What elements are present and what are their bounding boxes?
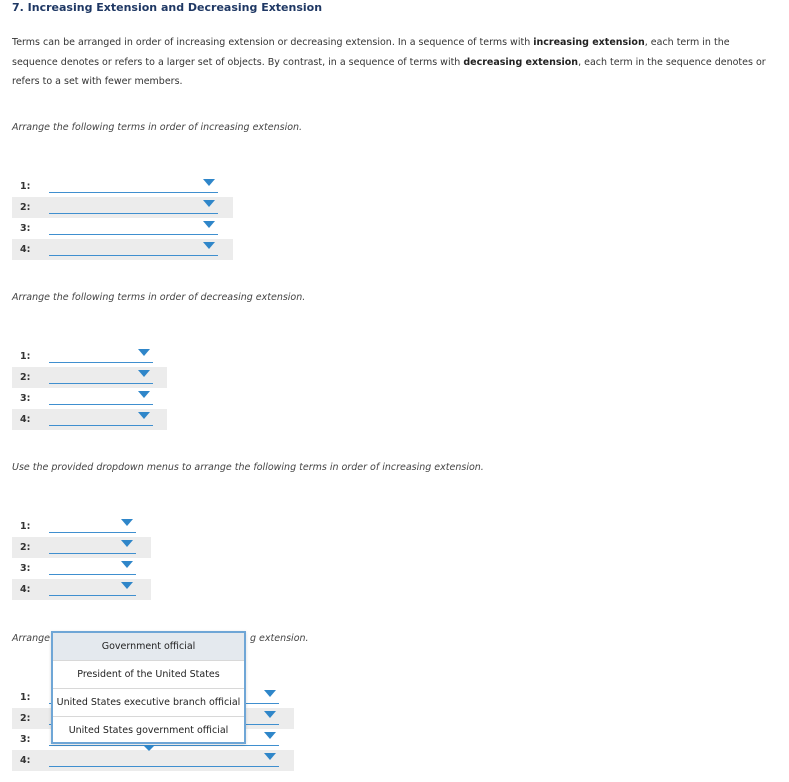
section-4-instruction-right: g extension.	[250, 633, 309, 644]
section-3-dropdown-1[interactable]	[49, 519, 136, 533]
row-number: 3:	[20, 734, 31, 745]
dropdown-option-3[interactable]: United States executive branch official	[53, 689, 244, 717]
intro-bold-decreasing: decreasing extension	[463, 56, 579, 68]
row-number: 2:	[20, 372, 31, 383]
section-2-dropdown-2[interactable]	[49, 370, 153, 384]
dropdown-arrow-icon	[138, 412, 150, 419]
section-3-instruction: Use the provided dropdown menus to arrange the following terms in order of increasing extension.	[12, 462, 484, 473]
intro-bold-increasing: increasing extension	[533, 37, 645, 48]
dropdown-option-1[interactable]: Government official	[53, 633, 244, 661]
dropdown-arrow-icon	[203, 221, 215, 228]
dropdown-arrow-icon	[203, 242, 215, 249]
dropdown-popup	[51, 631, 246, 744]
section-2-dropdown-4[interactable]	[49, 412, 153, 426]
section-2-dropdown-3[interactable]	[49, 391, 153, 405]
row-number: 1:	[20, 692, 31, 703]
intro-text-3: , each term in the sequence denotes or refers to a set with fewer members.	[12, 56, 766, 87]
row-number: 4:	[20, 414, 31, 425]
row-number: 3:	[20, 563, 31, 574]
row-number: 4:	[20, 244, 31, 255]
section-3-dropdown-2[interactable]	[49, 540, 136, 554]
row-number: 3:	[20, 393, 31, 404]
section-4-dropdown-4[interactable]	[49, 753, 279, 767]
section-1-dropdown-4[interactable]	[49, 242, 218, 256]
dropdown-arrow-icon	[121, 561, 133, 568]
row-number: 2:	[20, 202, 31, 213]
popup-caret-icon	[143, 745, 155, 751]
dropdown-arrow-icon	[138, 349, 150, 356]
intro-paragraph	[12, 33, 772, 92]
dropdown-arrow-icon	[264, 690, 276, 697]
dropdown-arrow-icon	[203, 179, 215, 186]
dropdown-arrow-icon	[138, 370, 150, 377]
section-1-dropdown-2[interactable]	[49, 200, 218, 214]
dropdown-option-2[interactable]: President of the United States	[53, 661, 244, 689]
intro-text-2: , each term in the sequence denotes or refers to a larger set of objects. By contrast, in a sequence of terms with	[12, 37, 730, 68]
row-number: 1:	[20, 521, 31, 532]
dropdown-arrow-icon	[203, 200, 215, 207]
section-3-dropdown-4[interactable]	[49, 582, 136, 596]
intro-text-1: Terms can be arranged in order of increasing extension or decreasing extension. In a sequence of terms with	[12, 37, 534, 48]
dropdown-arrow-icon	[121, 582, 133, 589]
section-3-dropdown-3[interactable]	[49, 561, 136, 575]
section-2-instruction: Arrange the following terms in order of decreasing extension.	[12, 292, 306, 303]
dropdown-arrow-icon	[264, 711, 276, 718]
section-2-dropdown-1[interactable]	[49, 349, 153, 363]
dropdown-arrow-icon	[121, 519, 133, 526]
dropdown-arrow-icon	[264, 753, 276, 760]
dropdown-option-4[interactable]: United States government official	[68, 725, 229, 736]
dropdown-arrow-icon	[138, 391, 150, 398]
section-1-dropdown-3[interactable]	[49, 221, 218, 235]
question-title: 7. Increasing Extension and Decreasing Extension	[12, 1, 323, 14]
row-number: 2:	[20, 542, 31, 553]
row-number: 1:	[20, 181, 31, 192]
row-number: 4:	[20, 584, 31, 595]
row-number: 2:	[20, 713, 31, 724]
row-number: 4:	[20, 755, 31, 766]
section-4-instruction-left: Arrange	[12, 633, 51, 644]
row-number: 1:	[20, 351, 31, 362]
dropdown-arrow-icon	[264, 732, 276, 739]
section-1-dropdown-1[interactable]	[49, 179, 218, 193]
section-1-instruction: Arrange the following terms in order of increasing extension.	[12, 122, 303, 133]
dropdown-arrow-icon	[121, 540, 133, 547]
row-number: 3:	[20, 223, 31, 234]
